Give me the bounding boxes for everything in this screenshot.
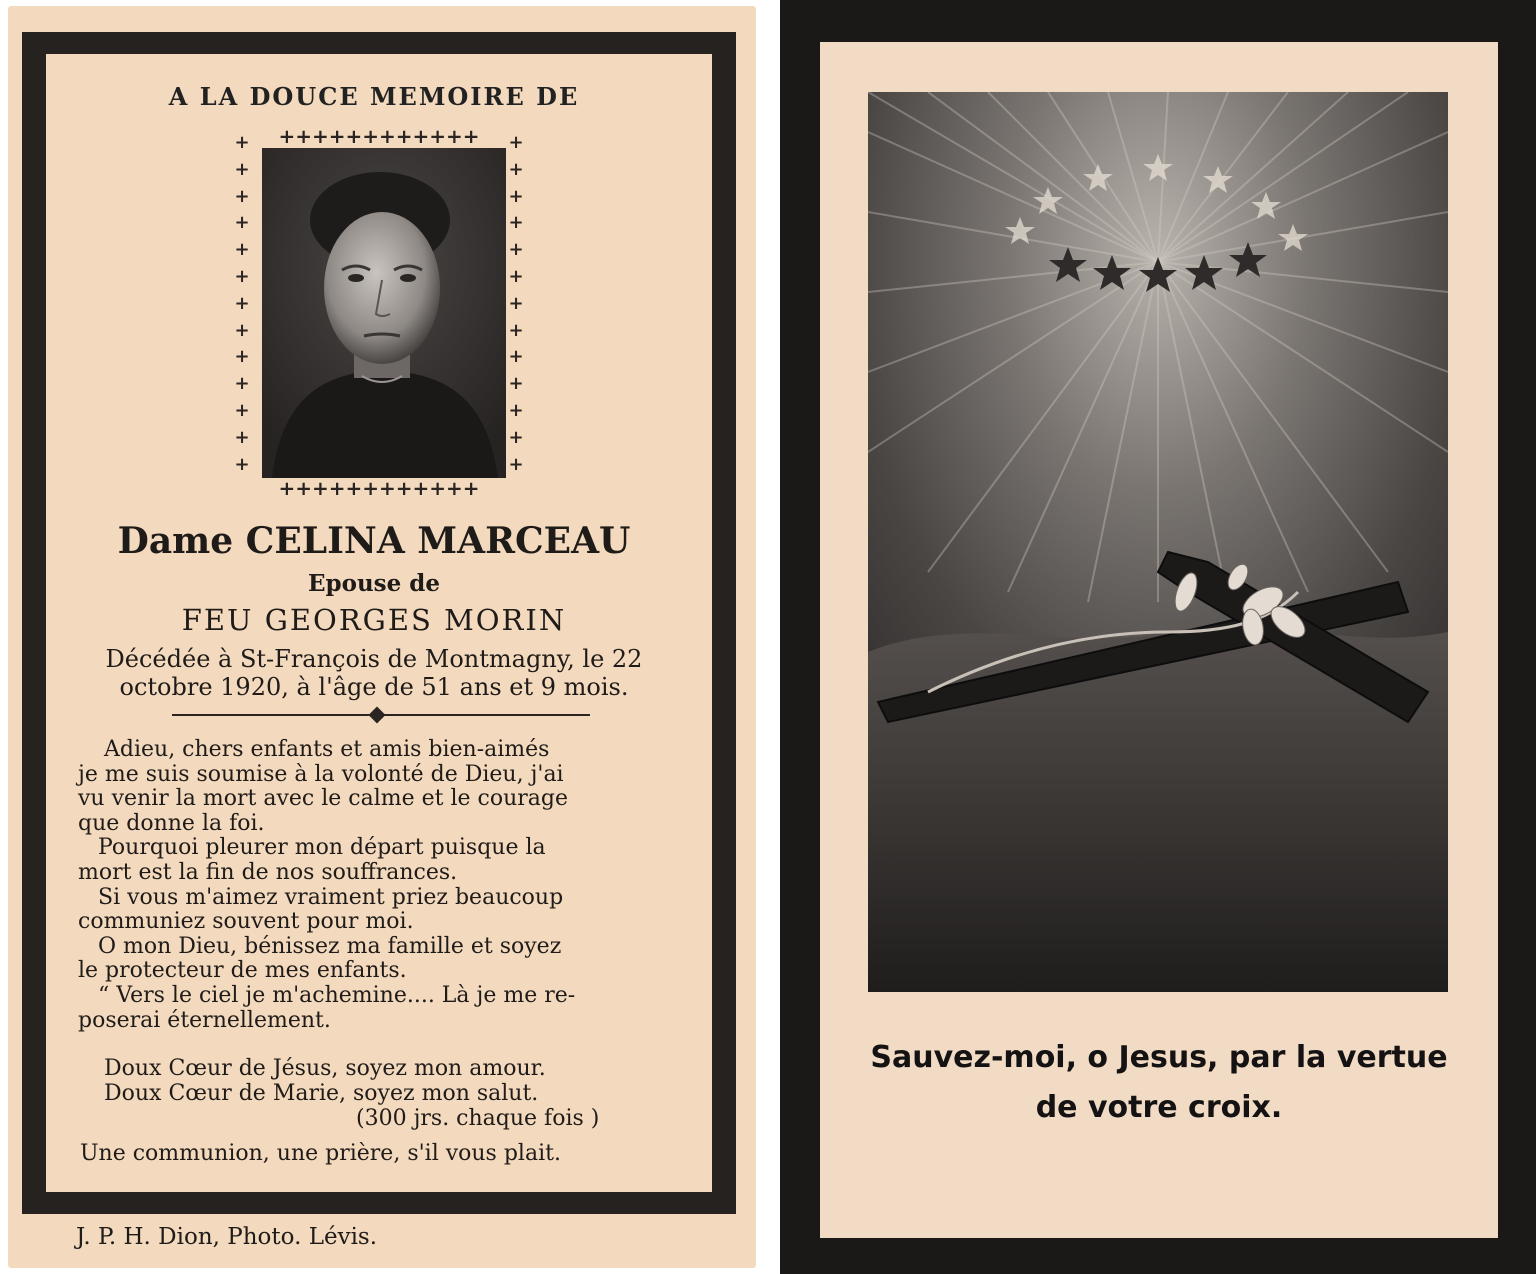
poem-line: je me suis soumise à la volonté de Dieu, j'ai [78,761,564,787]
poem-line: communiez souvent pour moi. [78,909,414,935]
closing-request: Une communion, une prière, s'il vous plait. [80,1141,561,1166]
cross-border-left: +++++++++++++ [234,132,250,475]
poem-line: Pourquoi pleurer mon départ puisque la [98,835,546,861]
card-heading: A LA DOUCE MEMOIRE DE [168,82,580,111]
photographer-credit: J. P. H. Dion, Photo. Lévis. [76,1224,378,1250]
cross-border-bottom: ++++++++++++ [278,478,480,498]
crucifix-engraving [868,92,1448,992]
poem-line: Adieu, chers enfants et amis bien-aimés [104,737,550,762]
crucifix-with-lily-icon [868,92,1448,992]
caption-line-1: Sauvez-moi, o Jesus, par la vertue [870,1040,1448,1075]
cross-border-top: ++++++++++++ [278,126,480,146]
husband-name: FEU GEORGES MORIN [181,603,567,637]
poem-line: vu venir la mort avec le calme et le courage [78,786,569,812]
farewell-text [78,738,682,1033]
poem-line: O mon Dieu, bénissez ma famille et soyez [98,933,562,959]
epouse-label: Epouse de [308,570,440,597]
poem-line: “ Vers le ciel je m'achemine.... Là je me re- [98,982,576,1008]
portrait-woman-icon [262,148,506,478]
deceased-name: Dame CELINA MARCEAU [117,520,631,562]
caption-line-2: de votre croix. [1035,1090,1283,1125]
poem-line: le protecteur de mes enfants. [78,958,407,984]
prayer-sacred-heart: Doux Cœur de Jésus, soyez mon amour. [104,1056,546,1081]
poem-line: mort est la fin de nos souffrances. [78,859,458,885]
indulgence-note: (300 jrs. chaque fois ) [356,1106,600,1131]
death-details-line2: octobre 1920, à l'âge de 51 ans et 9 mois. [119,673,629,701]
poem-line: que donne la foi. [78,810,265,836]
poem-line: Si vous m'aimez vraiment priez beaucoup [98,884,564,910]
death-details-line1: Décédée à St-François de Montmagny, le 22 [105,645,643,673]
portrait-photo [262,148,506,478]
prayer-immaculate-heart: Doux Cœur de Marie, soyez mon salut. [104,1081,539,1106]
cross-border-right: +++++++++++++ [508,132,524,475]
poem-line: poserai éternellement. [78,1007,331,1033]
